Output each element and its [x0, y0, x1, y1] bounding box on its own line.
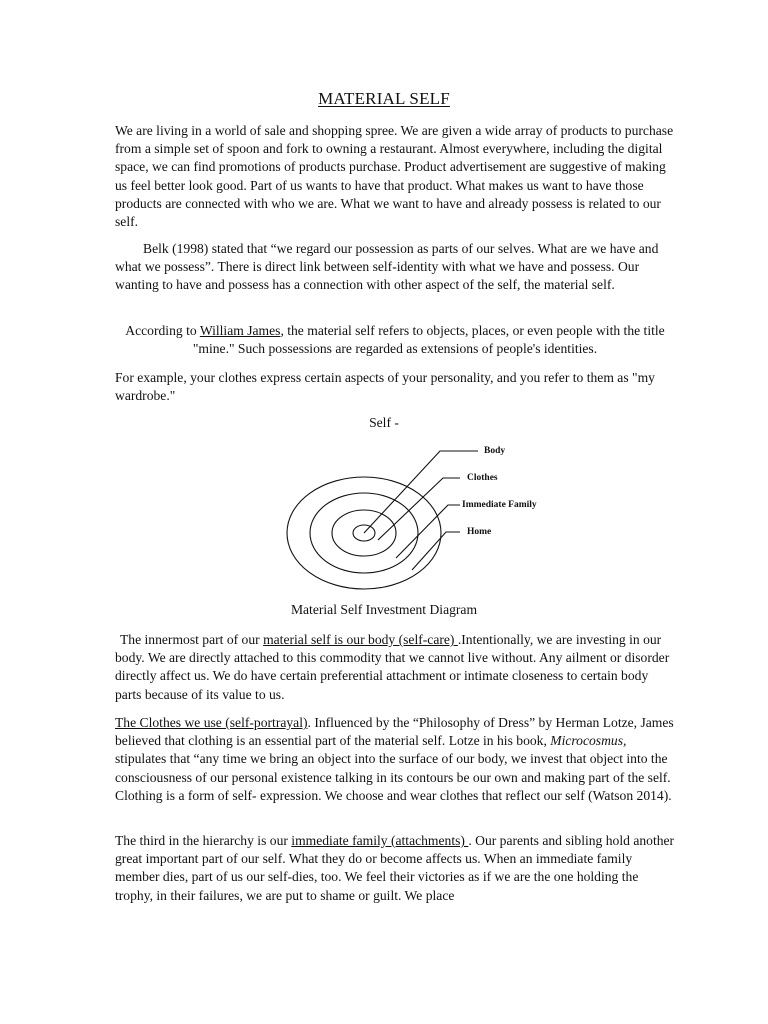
text-segment: , the material self refers to objects, places, or even people with the title "mine." Such possessions are regarded as extensions of people's identities.	[192, 323, 665, 357]
leader-clothes	[378, 478, 460, 540]
paragraph-family	[115, 832, 675, 905]
leader-body	[364, 451, 478, 533]
label-clothes: Clothes	[467, 473, 498, 483]
text-segment: The innermost part of our	[120, 632, 264, 647]
underlined-term: material self is our body (self-care)	[263, 632, 458, 647]
paragraph-text	[115, 631, 675, 704]
label-home: Home	[467, 527, 492, 537]
label-immediate-family: Immediate Family	[462, 500, 537, 510]
paragraph-text: For example, your clothes express certain aspects of your personality, and you refer to them as "my wardrobe."	[115, 370, 655, 404]
paragraph-text: We are living in a world of sale and shopping spree. We are given a wide array of products to purchase from a simple set of spoon and fork to owning a restaurant. Almost everywhere, including the digital space, we can find promotions of products purchase. Product advertisement are suggestive of making us feel better look good. Part of us wants to have that product. What makes us want to have those products are connected with who we are. What we want to have and already possess is related to our self.	[115, 123, 674, 230]
text-segment: .Intentionally, we are investing in our body. We are directly attached to this commodity that we cannot live without. Any ailment or disorder directly affect us. We do have certain preferential attachment or intimate closeness to certain body parts because of its value to us.	[115, 632, 670, 702]
text-segment: . Influenced by the “Philosophy of Dress” by Herman Lotze, James believed that clothing is an essential part of the material self. Lotze in his book,	[115, 715, 674, 749]
text-segment: stipulates that “any time we bring an object into the surface of our body, we invest that object into the consciousness of our personal existence talking in its contours be our own and making part of the self. Clothing is a form of self- expression. We choose and wear clothes that reflect our self (Watson 2014).	[115, 751, 672, 803]
underlined-term: The Clothes we use (self-portrayal)	[115, 715, 308, 730]
book-title: Microcosmus,	[550, 733, 627, 749]
underlined-term: immediate family (attachments)	[291, 833, 469, 848]
paragraph-text: Belk (1998) stated that “we regard our possession as parts of our selves. What are we have and what we possess”. There is direct link between self-identity with what we have and possess. Our wanting to have and possess has a connection with other aspect of the self, the material self.	[115, 241, 659, 293]
diagram-heading: Self -	[369, 415, 399, 430]
paragraph-text	[115, 832, 675, 905]
text-segment: According to	[125, 323, 200, 338]
paragraph-body	[115, 631, 675, 704]
diagram-caption: Material Self Investment Diagram	[290, 602, 478, 617]
paragraph-clothes	[115, 714, 675, 805]
page-title: MATERIAL SELF	[318, 89, 450, 108]
text-segment: The third in the hierarchy is our	[115, 833, 292, 848]
label-body: Body	[484, 446, 506, 456]
text-segment: . Our parents and sibling hold another great important part of our self. What they do or become affects us. When an immediate family member dies, part of us our self-dies, too. We feel their victories as if we are the one holding the trophy, in their failures, we are put to shame or guilt. We place	[115, 833, 675, 903]
paragraph-text	[115, 714, 675, 805]
william-james-link[interactable]: William James	[199, 323, 281, 338]
leader-home	[412, 532, 460, 570]
